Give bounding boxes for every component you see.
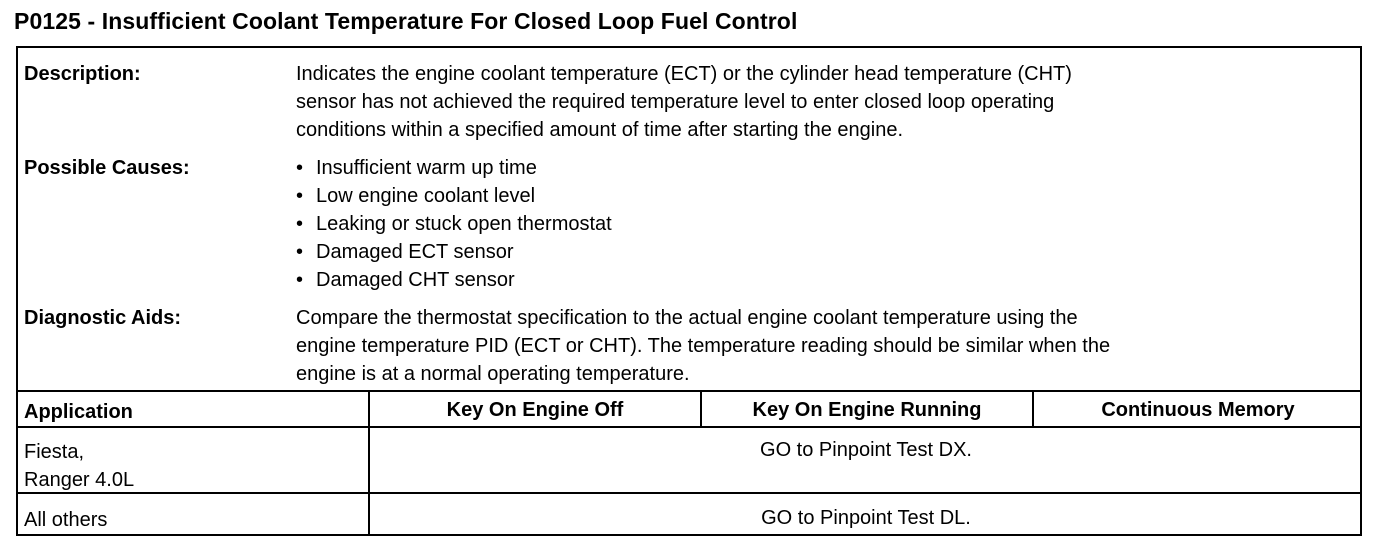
description-line: conditions within a specified amount of time after starting the engine.	[296, 119, 904, 141]
cause-text: Low engine coolant level	[316, 185, 536, 207]
list-item	[296, 154, 612, 182]
possible-causes-label: Possible Causes:	[24, 157, 190, 179]
table-top-rule	[16, 390, 1362, 392]
header-key-on-engine-off: Key On Engine Off	[446, 399, 624, 421]
list-item	[296, 266, 612, 294]
page-title: P0125 - Insufficient Coolant Temperature For Closed Loop Fuel Control	[14, 8, 798, 34]
table-row-action: GO to Pinpoint Test DX.	[760, 439, 972, 461]
application-line: All others	[24, 509, 108, 531]
diagnostic-aids-label: Diagnostic Aids:	[24, 307, 182, 329]
cause-text: Leaking or stuck open thermostat	[316, 213, 612, 235]
cause-text: Insufficient warm up time	[316, 157, 537, 179]
description-line: sensor has not achieved the required temperature level to enter closed loop operating	[296, 91, 1055, 113]
table-row-action: GO to Pinpoint Test DL.	[761, 507, 971, 529]
bullet-icon: •	[296, 185, 304, 207]
list-item	[296, 182, 612, 210]
table-row-application	[24, 438, 134, 494]
bullet-icon: •	[296, 241, 304, 263]
header-application: Application	[24, 401, 133, 423]
table-row-application	[24, 506, 107, 534]
description-label: Description:	[24, 63, 141, 85]
diagnostic-aids-text	[296, 304, 1110, 388]
diagnostic-aids-line: engine is at a normal operating temperature.	[296, 363, 690, 385]
header-key-on-engine-running: Key On Engine Running	[752, 399, 982, 421]
description-line: Indicates the engine coolant temperature (ECT) or the cylinder head temperature (CHT)	[296, 63, 1072, 85]
bullet-icon: •	[296, 269, 304, 291]
bullet-icon: •	[296, 157, 304, 179]
description-text	[296, 60, 1072, 144]
cause-text: Damaged ECT sensor	[316, 241, 514, 263]
table-header-rule	[16, 426, 1362, 428]
diagnostic-aids-line: engine temperature PID (ECT or CHT). The temperature reading should be similar when the	[296, 335, 1111, 357]
header-continuous-memory: Continuous Memory	[1101, 399, 1295, 421]
list-item	[296, 210, 612, 238]
list-item	[296, 238, 612, 266]
cause-text: Damaged CHT sensor	[316, 269, 515, 291]
table-row-rule	[16, 492, 1362, 494]
possible-causes-list	[296, 154, 612, 294]
application-line: Fiesta,	[24, 441, 85, 463]
bullet-icon: •	[296, 213, 304, 235]
application-line: Ranger 4.0L	[24, 469, 135, 491]
diagnostic-aids-line: Compare the thermostat specification to the actual engine coolant temperature using the	[296, 307, 1078, 329]
